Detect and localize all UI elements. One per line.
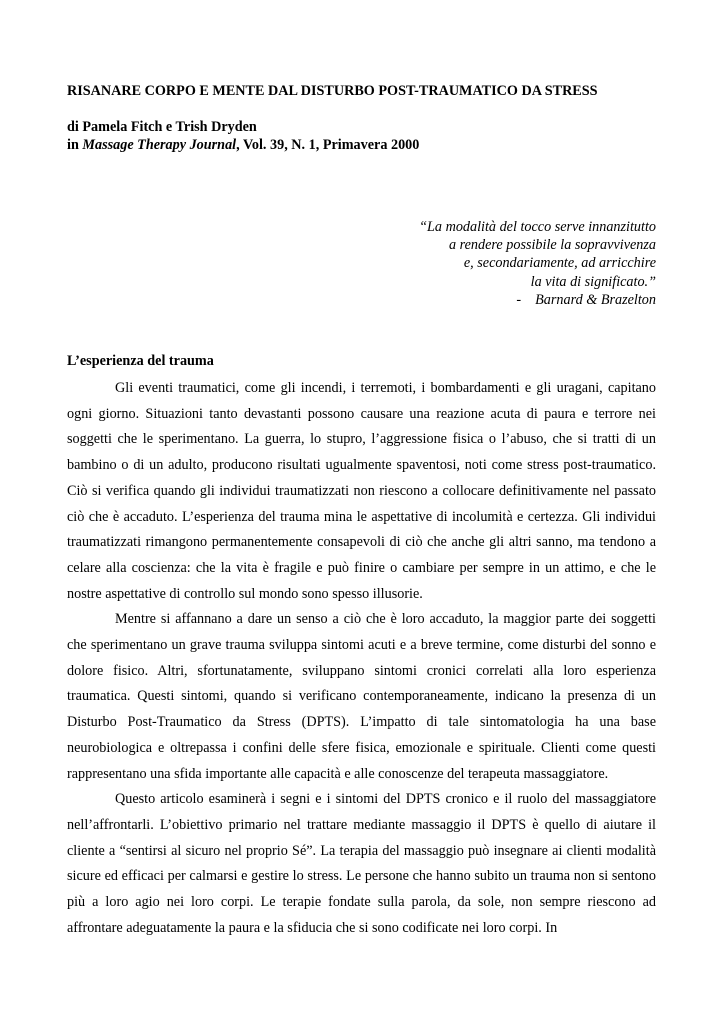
epigraph — [67, 218, 656, 309]
authors-line: di Pamela Fitch e Trish Dryden — [67, 119, 257, 135]
epigraph-line: a rendere possibile la sopravvivenza — [449, 237, 656, 254]
epigraph-line: e, secondariamente, ad arricchire — [463, 255, 656, 272]
epigraph-attribution — [67, 291, 656, 309]
section-heading: L’esperienza del trauma — [67, 353, 214, 369]
epigraph-line: “La modalità del tocco serve innanzitutto — [419, 219, 656, 235]
body-paragraph: Questo articolo esaminerà i segni e i sintomi del DPTS cronico e il ruolo del massaggiatore nell’affrontarli. L’obiettivo primario nel trattare mediante massaggio il DPTS è quello di aiutare il cliente a “sentirsi al sicuro nel proprio Sé”. La terapia del massaggio può insegnare ai clienti modalità sicure ed efficaci per calmarsi e gestire lo stress. Le persone che hanno subito un trauma non si sentono più a loro agio nei loro corpi. Le terapie fondate sulla parola, da sole, non sempre riescono ad affrontare adeguatamente la paura e la sfiducia che si sono codificate nei loro corpi. In — [67, 791, 656, 936]
document-page — [67, 82, 656, 936]
byline — [67, 118, 656, 154]
attribution-dash: - — [516, 291, 522, 308]
journal-name: Massage Therapy Journal — [82, 137, 237, 153]
section-trauma-experience — [67, 352, 656, 941]
body-paragraph: Gli eventi traumatici, come gli incendi, i terremoti, i bombardamenti e gli uragani, capitano ogni giorno. Situazioni tanto devastanti possono causare una reazione acuta di paura e terrore nei soggetti che le sperimentano. La guerra, lo stupro, l’aggressione fisica o l’abuso, che si tratti di un bambino o di un adulto, producono risultati ugualmente spaventosi, noti come stress post-traumatico. Ciò si verifica quando gli individui traumatizzati non riescono a collocare definitivamente nel passato ciò che è accaduto. L’esperienza del trauma mina le aspettative di incolumità e certezza. Gli individui traumatizzati rimangono permanentemente consapevoli di ciò che anche gli altri sanno, ma tendono a celare alla coscienza: che la vita è fragile e può finire o cambiare per sempre in un attimo, e che le nostre aspettative di controllo sul mondo sono spesso illusorie. — [67, 380, 656, 602]
attribution-name: Barnard & Brazelton — [535, 291, 656, 308]
epigraph-line: la vita di significato.” — [530, 273, 656, 290]
document-title: RISANARE CORPO E MENTE DAL DISTURBO POST-TRAUMATICO DA STRESS — [67, 83, 598, 99]
source-line — [67, 136, 656, 154]
source-prefix: in — [67, 137, 83, 153]
body-paragraph: Mentre si affannano a dare un senso a ciò che è loro accaduto, la maggior parte dei soggetti che sperimentano un grave trauma sviluppa sintomi acuti e a breve termine, come disturbi del sonno e dolore fisico. Altri, sfortunatamente, sviluppano sintomi cronici correlati alla loro esperienza traumatica. Questi sintomi, quando si verificano contemporaneamente, indicano la presenza di un Disturbo Post-Traumatico da Stress (DPTS). L’impatto di tale sintomatologia ha una base neurobiologica e oltrepassa i confini delle sfere fisica, emozionale e spirituale. Clienti come questi rappresentano una sfida importante alle capacità e alle conoscenze del terapeuta massaggiatore. — [67, 611, 656, 782]
source-details: , Vol. 39, N. 1, Primavera 2000 — [236, 137, 420, 153]
